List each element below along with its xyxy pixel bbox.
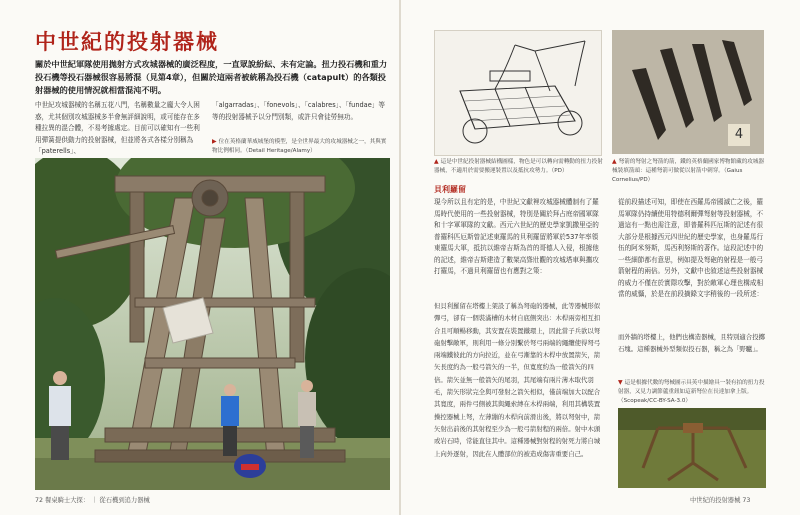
left-column-text-a: 中世紀攻城器械的名稱五花八門，名稱數量之龐大令人困惑，尤其個別攻城器械多半會無評細說明，或可能存在多種拉異的混合體，不易考據處定。目前可以確知有一些利用彈簧提供動力的投射器械，但並將各式各樣分別稱為「paterells」、 xyxy=(35,101,200,155)
caption-drawing: ▲ 這是中世紀投射器械結構圖樣，物色是可以轉向需轉動的扭力投射器械，不適用於需要搬運裝置以及抵抗攻勢力。（PD） xyxy=(434,158,603,174)
footer-right xyxy=(690,495,750,504)
chapter-title: 中世紀的投射器械 xyxy=(35,29,219,54)
block-quote-2: 而外牆的塔樓上，他們也構造器械，且特別適合投擲石塊。這種器械外型類似投石器，稱之為「野驢」。 xyxy=(618,333,765,354)
middle-column-text: 現今所以且有定的是，中世紀文獻裡攻城器械體制有了羅馬時代使用的一些投射器械，特別是關於拜占庭帝國軍隊和十字軍軍隊的文獻。西元六世紀的歷史學家凱撒里亞的普羅科匹厄斯曾記述東羅馬的貝利羅留將軍於537年率領東羅馬大軍，抵抗以維帝吉斯為首的哥德人入侵，根據他的記述，維帝吉斯建造了數架高聳壯觀的攻城塔車與攜攻打羅馬，不過貝利羅留也有應對之策： xyxy=(434,198,599,275)
caption-bolts: ▲ 弩箭的弩射之弩箭的箭，鐵的英格蘭國家博物館藏的攻城器械裝填箭頭：這種弩箭可做從以射箭中刺穿。（Gaius Cornelius/PD） xyxy=(612,158,765,183)
right-column-text: 從前段描述可知，即使在西羅馬帝國滅亡之後，羅馬軍隊仍持續使用特德利爾彈弩射等投射器械，不過這有一點也需注意，即普羅科匹厄斯的記述有很大部分是根據西元四世紀的歷史學家，也身羅馬行伍的阿米努斯，馬西利努斯的著作。這段記述中的一些細節都有意思，例如提及弩砲的射程是一般弓箭射程的兩倍。另外，文獻中也敘述這些投射器械的威力不僅在於實際攻擊，對於敵軍心理也構成相當的威懾，於是在前段摘錄文字稍後的一段所述： xyxy=(618,198,764,298)
footer-chapter-right: 中世紀的投射器械 xyxy=(690,497,741,504)
book-spine xyxy=(399,0,401,515)
footer-separator: ｜ xyxy=(91,497,98,504)
footer-book-title: 餐桌騎士大探： xyxy=(45,497,90,504)
trebuchet-photo xyxy=(35,158,390,490)
block-quote: 但貝利羅留在塔樓上架設了稱為弩砲的器械，此等器械形似彈弓，卻有一個裝滿槽的木材自底側突出：木桿兩旁相互扣合且可順暢移動，其安置在裝置鐵環上，因此當子兵欲以弩砲射擊敵軍，則利用一條分別繫於弩弓兩端的繩纜使得弩弓兩端鐵彼此的方向拉近，並在弓漸靠的木桿中放置箭矢，箭矢長度約為一般弓箭矢的一半，但寬度約為一般箭矢的四倍。箭矢並無一般箭矢的尾羽，其尾端有兩片薄木取代羽毛，箭矢形狀完全與可發射之箭矢相似，僅前端加大以配合其寬度，兩件弓側被其與繩索縛在木桿兩端，利用其構裝置操控器械上弩，左薄繃的木桿向前滑出後，將以弩射中，箭矢射出前後的其射程至少為一般弓箭射程的兩倍。射中木頭或岩石時，常能直往其中。這種器械對射程的射死力將自城上向外逐射，因此在人體部位的被造成傷害重要自己。 xyxy=(434,302,601,458)
catapult-drawing xyxy=(434,30,602,156)
caption-triangle-icon: ▶ xyxy=(212,138,217,145)
left-column-text-b: 「algarradas」、「fonevols」、「calabres」、「fundae」等等的投射器械予以分門別類，或許只會徒勞無功。 xyxy=(212,101,385,121)
page-number-left: 72 xyxy=(35,497,44,504)
caption-left-top: ▶ 位在英格蘭華威城堡的模型，是全世界最大的攻城器械之一，其與實物比例相同。（Detail Heritage/Alamy） xyxy=(212,138,387,154)
footer-chapter-left: 從石機到追力器械 xyxy=(99,497,150,504)
bolt-heads-photo xyxy=(612,30,764,154)
caption-triangle-icon: ▲ xyxy=(612,158,617,165)
figure-number-tag: 4 xyxy=(728,124,750,146)
footer-left xyxy=(35,495,150,504)
caption-triangle-icon: ▲ xyxy=(434,158,439,165)
caption-triangle-icon: ▼ xyxy=(618,379,623,386)
page-number-right: 73 xyxy=(742,497,751,504)
ballista-field-photo xyxy=(618,408,766,488)
intro-paragraph: 關於中世紀軍隊使用拋射方式攻城器械的廣泛程度，一直眾說紛紜、未有定論。扭力投石機和重力投石機等投石器械很容易將混（見第4章），但關於這兩者被統稱為投石機（catapult）的各類投射器械的使用情況就相當混沌不明。 xyxy=(35,59,388,95)
section-subheading: 貝利羅留 xyxy=(434,185,466,194)
caption-bottom-right: ▼ 這是根據代數的弩械圖示具英中描繪具一裝有拍的扭力投射器，又見力調節蘆重鈕如這新弩位在長達加拿上版。（Scopeak/CC-BY-SA-3.0） xyxy=(618,379,765,404)
